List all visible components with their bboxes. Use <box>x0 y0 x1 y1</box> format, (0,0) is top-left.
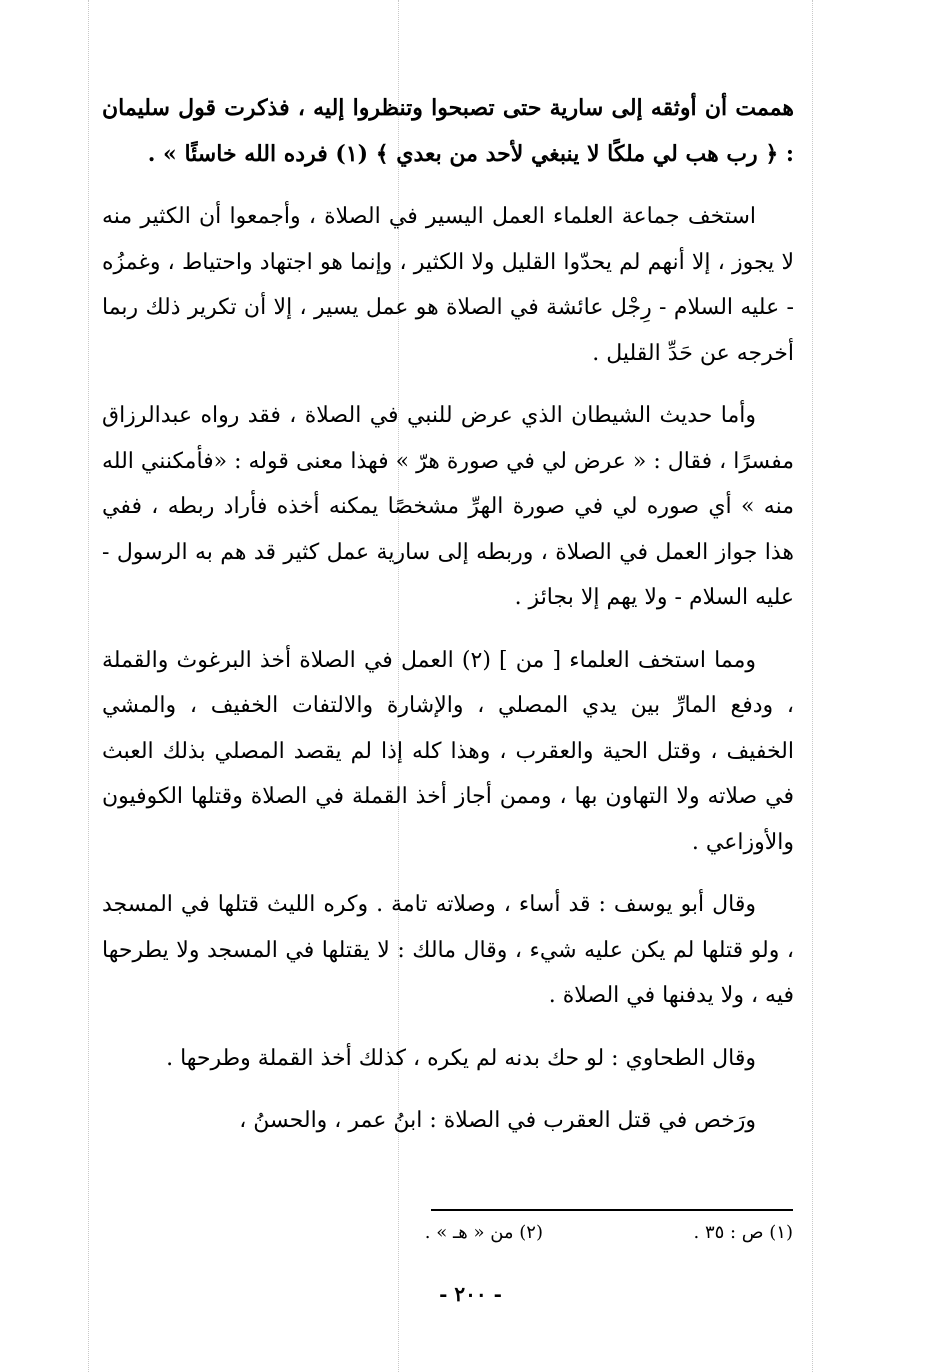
paragraph: وأما حديث الشيطان الذي عرض للنبي في الصلاة ، فقد رواه عبدالرزاق مفسرًا ، فقال : « عرض لي في صورة هرّ » فهذا معنى قوله : «فأمكنني الله منه » أي صوره لي في صورة الهرِّ مشخصًا يمكنه أخذه فأراد ربطه ، ففي هذا جواز العمل في الصلاة ، وربطه إلى سارية عمل كثير قد هم به الرسول - عليه السلام - ولا يهم إلا بجائز . <box>102 403 794 610</box>
footnote-2: (٢) من « هـ » . <box>424 1222 543 1243</box>
paragraph: هممت أن أوثقه إلى سارية حتى تصبحوا وتنظروا إليه ، فذكرت قول سليمان : ﴿ رب هب لي ملكًا لا ينبغي لأحد من بعدي ﴾ (١) فرده الله خاسئًا » . <box>102 95 794 167</box>
footnote-divider <box>431 1209 793 1211</box>
paragraph: وقال أبو يوسف : قد أساء ، وصلاته تامة . وكره الليث قتلها في المسجد ، ولو قتلها لم يكن عليه شيء ، وقال مالك : لا يقتلها في المسجد ولا يطرحها فيه ، ولا يدفنها في الصلاة . <box>102 892 794 1008</box>
scan-guide-line <box>812 0 813 1372</box>
scan-guide-line <box>88 0 89 1372</box>
page-number: - ٢٠٠ - <box>439 1282 502 1306</box>
footnote-1: (١) ص : ٣٥ . <box>693 1222 793 1243</box>
body-text <box>102 86 794 1161</box>
paragraph: ورَخص في قتل العقرب في الصلاة : ابنُ عمر ، والحسنُ ، <box>239 1108 756 1133</box>
paragraph: وقال الطحاوي : لو حك بدنه لم يكره ، كذلك أخذ القملة وطرحها . <box>166 1045 756 1071</box>
paragraph: ومما استخف العلماء [ من ] (٢) العمل في الصلاة أخذ البرغوث والقملة ، ودفع المارِّ بين يدي المصلي ، والإشارة والالتفات الخفيف ، والمشي الخفيف ، وقتل الحية والعقرب ، وهذا كله إذا لم يقصد المصلي بذلك العبث في صلاته ولا التهاون بها ، وممن أجاز أخذ القملة في الصلاة وقتلها الكوفيون والأوزاعي . <box>102 647 794 855</box>
paragraph: استخف جماعة العلماء العمل اليسير في الصلاة ، وأجمعوا أن الكثير منه لا يجوز ، إلا أنهم لم يحدّوا القليل ولا الكثير ، وإنما هو اجتهاد واحتياط ، وغمزُه - عليه السلام - رِجْل عائشة في الصلاة هو عمل يسير ، إلا أن تكرير ذلك ربما أخرجه عن حَدِّ القليل . <box>102 204 794 366</box>
